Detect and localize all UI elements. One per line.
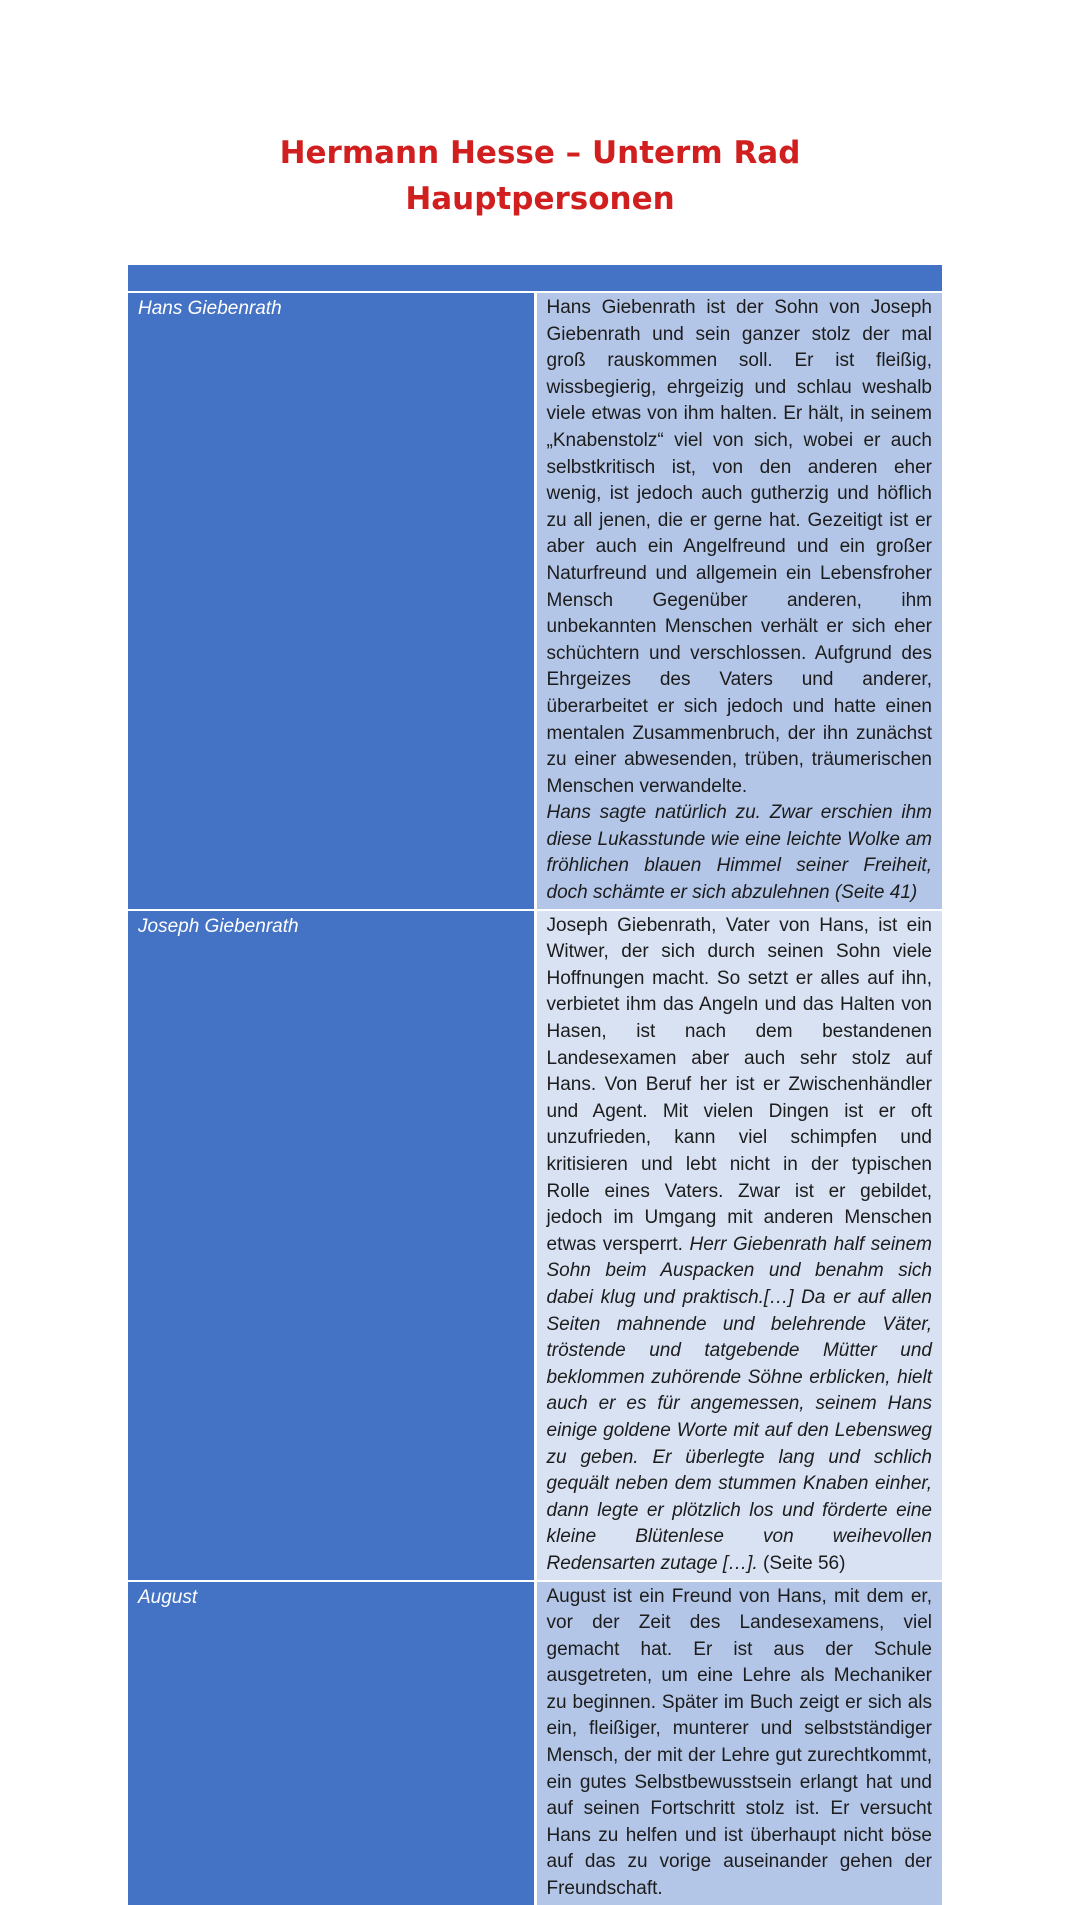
character-description-cell — [535, 910, 942, 1581]
quote-page-reference: (Seite 56) — [763, 1552, 846, 1574]
title-line-1: Hermann Hesse – Unterm Rad — [279, 135, 801, 171]
table-row — [128, 292, 942, 910]
character-description-with-quote — [547, 913, 933, 1578]
character-name: Hans Giebenrath — [128, 292, 535, 910]
character-description: Joseph Giebenrath, Vater von Hans, ist ein Witwer, der sich durch seinen Sohn viele Hoffnungen macht. So setzt er alles auf ihn, verbietet ihm das Angeln und das Halten von Hasen, ist nach dem bestandenen Landesexamen aber auch sehr stolz auf Hans. Von Beruf her ist er Zwischenhändler und Agent. Mit vielen Dingen ist er oft unzufrieden, kann viel schimpfen und kritisieren und lebt nicht in der typischen Rolle eines Vaters. Zwar ist er gebildet, jedoch im Umgang mit anderen Menschen etwas versperrt. — [546, 914, 932, 1255]
characters-table — [128, 265, 942, 1905]
character-quote: Herr Giebenrath half seinem Sohn beim Auspacken und benahm sich dabei klug und praktisch.[…] Da er auf allen Seiten mahnende und belehrende Väter, tröstende und tatgebende Mütter und beklommen zuhörende Söhne erblicken, hielt auch er es für angemessen, seinem Hans einige goldene Worte mit auf den Lebensweg zu geben. Er überlegte lang und schlich gequält neben dem stummen Knaben einher, dann legte er plötzlich los und förderte eine kleine Blütenlese von weihevollen Redensarten zutage […]. — [546, 1233, 933, 1574]
table-header-row — [128, 265, 942, 292]
character-name: Joseph Giebenrath — [128, 910, 535, 1581]
character-name: August — [128, 1581, 535, 1905]
table-header-cell — [128, 265, 942, 292]
character-description: Hans Giebenrath ist der Sohn von Joseph Giebenrath und sein ganzer stolz der mal groß rauskommen soll. Er ist fleißig, wissbegierig, ehrgeizig und schlau weshalb viele etwas von ihm halten. Er hält, in seinem „Knabenstolz“ viel von sich, wobei er auch selbstkritisch ist, von den anderen eher wenig, ist jedoch auch gutherzig und höflich zu all jenen, die er gerne hat. Gezeitigt ist er aber auch ein Angelfreund und ein großer Naturfreund und allgemein ein Lebensfroher Mensch Gegenüber anderen, ihm unbekannten Menschen verhält er sich eher schüchtern und verschlossen. Aufgrund des Ehrgeizes des Vaters und anderer, überarbeitet er sich jedoch und hatte einen mentalen Zusammenbruch, der ihn zunächst zu einer abwesenden, trüben, träumerischen Menschen verwandelte. — [546, 297, 932, 797]
character-description-cell — [535, 292, 942, 910]
character-quote: Hans sagte natürlich zu. Zwar erschien ihm diese Lukasstunde wie eine leichte Wolke am fröhlichen blauen Himmel seiner Freiheit, doch schämte er sich abzulehnen (Seite 41) — [546, 802, 932, 904]
table-row — [128, 1581, 942, 1905]
character-description-cell — [535, 1581, 942, 1905]
title-line-2: Hauptpersonen — [405, 181, 675, 217]
page-title — [0, 130, 1080, 222]
table-row — [128, 910, 942, 1581]
character-description: August ist ein Freund von Hans, mit dem er, vor der Zeit des Landesexamens, viel gemacht hat. Er ist aus der Schule ausgetreten, um eine Lehre als Mechaniker zu beginnen. Später im Buch zeigt er sich als ein, fleißiger, munterer und selbstständiger Mensch, der mit der Lehre gut zurechtkommt, ein gutes Selbstbewusstsein erlangt hat und auf seinen Fortschritt stolz ist. Er versucht Hans zu helfen und ist überhaupt nicht böse auf das zu vorige auseinander gehen der Freundschaft. — [546, 1585, 932, 1900]
